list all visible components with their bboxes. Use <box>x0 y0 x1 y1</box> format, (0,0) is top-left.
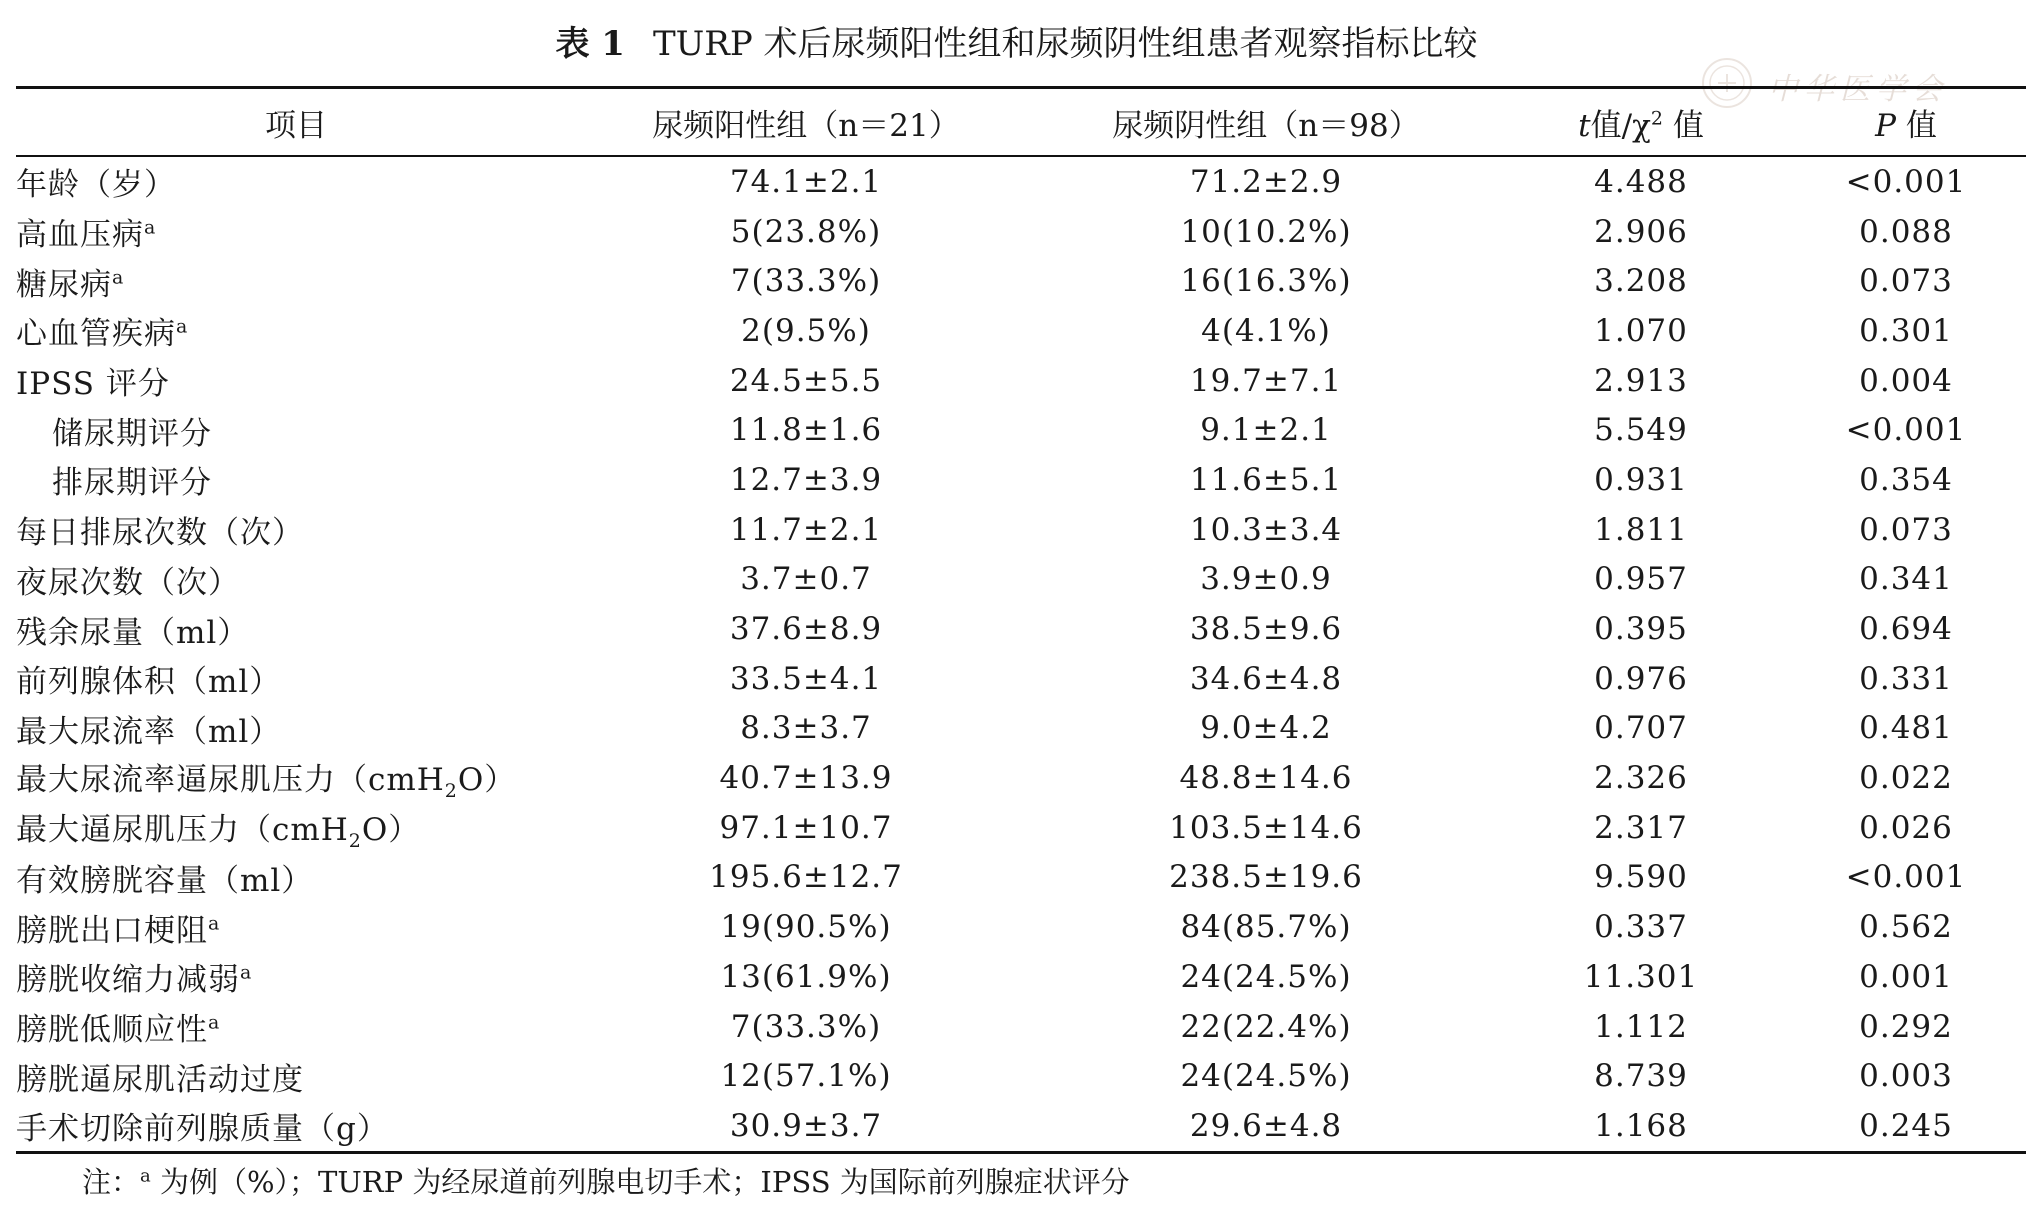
row-item-label: 膀胱收缩力减弱 <box>16 962 240 999</box>
header-statistic-t: t <box>1578 107 1591 144</box>
table-row <box>16 753 2026 803</box>
table-row <box>16 952 2026 1002</box>
row-item <box>16 1051 576 1101</box>
positive-group-value: 37.6±8.9 <box>729 611 883 648</box>
p-value: 0.331 <box>1859 660 1953 697</box>
row-item-label: 心血管疾病 <box>16 316 176 353</box>
header-negative-group: 尿频阴性组（n＝98） <box>1112 107 1420 144</box>
row-item-label: 每日排尿次数（次） <box>16 515 304 552</box>
row-item-label: 排尿期评分 <box>52 465 212 502</box>
row-item-label: IPSS 评分 <box>16 366 170 403</box>
p-value: 0.354 <box>1859 461 1953 498</box>
row-item <box>16 853 576 903</box>
p-value: <0.001 <box>1845 163 1967 200</box>
watermark-text: 中华医学会 <box>1768 72 1948 107</box>
positive-group-value: 11.7±2.1 <box>729 511 883 548</box>
row-item-label: 膀胱出口梗阻 <box>16 912 208 949</box>
negative-group-value: 10(10.2%) <box>1180 213 1352 250</box>
positive-group-value: 7(33.3%) <box>730 1008 882 1045</box>
table-row <box>16 555 2026 605</box>
row-item-subscript: 2 <box>348 829 362 852</box>
p-value: 0.073 <box>1859 263 1953 300</box>
row-item-subscript: 2 <box>444 780 458 803</box>
header-item: 项目 <box>265 107 327 144</box>
table-row <box>16 704 2026 754</box>
table-caption: TURP 术后尿频阳性组和尿频阴性组患者观察指标比较 <box>652 24 1478 64</box>
row-item-label: 夜尿次数（次） <box>16 564 240 601</box>
row-item <box>16 803 576 853</box>
positive-group-value: 13(61.9%) <box>720 958 892 995</box>
p-value: 0.694 <box>1859 611 1953 648</box>
positive-group-value: 24.5±5.5 <box>729 362 883 399</box>
statistic-value: 1.168 <box>1594 1107 1688 1144</box>
statistic-value: 8.739 <box>1594 1058 1688 1095</box>
row-item-label: 储尿期评分 <box>52 415 212 452</box>
p-value: 0.292 <box>1859 1008 1953 1045</box>
positive-group-value: 30.9±3.7 <box>729 1107 883 1144</box>
statistic-value: 11.301 <box>1583 958 1699 995</box>
negative-group-value: 4(4.1%) <box>1201 312 1331 349</box>
row-item-label: 最大逼尿肌压力（cmH <box>16 811 349 848</box>
statistic-value: 2.906 <box>1594 213 1688 250</box>
table-row <box>16 256 2026 306</box>
row-item <box>16 704 576 754</box>
positive-group-value: 2(9.5%) <box>741 312 871 349</box>
negative-group-value: 34.6±4.8 <box>1189 660 1343 697</box>
p-value: <0.001 <box>1845 859 1967 896</box>
row-item-superscript: a <box>240 962 253 985</box>
row-item-label: 最大尿流率逼尿肌压力（cmH <box>16 762 445 798</box>
row-item-superscript: a <box>144 216 157 239</box>
positive-group-value: 40.7±13.9 <box>719 760 893 797</box>
positive-group-value: 11.8±1.6 <box>729 412 883 449</box>
negative-group-value: 48.8±14.6 <box>1179 760 1353 797</box>
p-value: <0.001 <box>1845 412 1967 449</box>
negative-group-value: 3.9±0.9 <box>1200 561 1332 598</box>
row-item <box>16 555 576 605</box>
table-row <box>16 1051 2026 1101</box>
statistic-value: 1.112 <box>1594 1008 1688 1045</box>
table-row <box>16 356 2026 406</box>
footnote-sup: a <box>140 1165 151 1187</box>
header-statistic <box>1496 88 1786 157</box>
table-header-row <box>16 88 2026 157</box>
statistic-value: 0.976 <box>1594 660 1688 697</box>
statistic-value: 5.549 <box>1594 412 1688 449</box>
positive-group-value: 12.7±3.9 <box>729 461 883 498</box>
row-item <box>16 405 576 455</box>
statistic-value: 0.931 <box>1594 461 1688 498</box>
row-item-tail: O） <box>361 811 421 848</box>
header-p-letter: P <box>1875 107 1896 144</box>
row-item-tail: O） <box>457 762 517 798</box>
header-statistic-sup: 2 <box>1650 107 1663 130</box>
row-item-label: 糖尿病 <box>16 266 112 303</box>
negative-group-value: 29.6±4.8 <box>1189 1107 1343 1144</box>
negative-group-value: 9.0±4.2 <box>1200 710 1332 747</box>
row-item-superscript: a <box>112 266 125 289</box>
statistic-value: 2.317 <box>1594 809 1688 846</box>
p-value: 0.022 <box>1859 760 1953 797</box>
row-item <box>16 156 576 207</box>
row-item <box>16 753 576 803</box>
negative-group-value: 24(24.5%) <box>1180 958 1352 995</box>
row-item <box>16 1101 576 1152</box>
row-item-label: 年龄（岁） <box>16 167 176 204</box>
row-item-label: 有效膀胱容量（ml） <box>16 862 314 899</box>
statistic-value: 0.395 <box>1594 611 1688 648</box>
positive-group-value: 3.7±0.7 <box>740 561 872 598</box>
p-value: 0.026 <box>1859 809 1953 846</box>
negative-group-value: 84(85.7%) <box>1180 909 1352 946</box>
statistic-value: 9.590 <box>1594 859 1688 896</box>
table-row <box>16 505 2026 555</box>
statistic-value: 1.811 <box>1594 511 1688 548</box>
header-statistic-text: 值/χ <box>1590 107 1651 144</box>
table-row <box>16 902 2026 952</box>
row-item-label: 膀胱低顺应性 <box>16 1012 208 1049</box>
table-row <box>16 604 2026 654</box>
row-item <box>16 902 576 952</box>
negative-group-value: 9.1±2.1 <box>1200 412 1332 449</box>
row-item <box>16 207 576 257</box>
row-item-label: 膀胱逼尿肌活动过度 <box>16 1061 304 1098</box>
table-row <box>16 1101 2026 1152</box>
table-row <box>16 455 2026 505</box>
statistic-value: 0.957 <box>1594 561 1688 598</box>
row-item-superscript: a <box>208 1011 221 1034</box>
row-item-label: 最大尿流率（ml） <box>16 713 282 750</box>
positive-group-value: 195.6±12.7 <box>709 859 903 896</box>
p-value: 0.001 <box>1859 958 1953 995</box>
negative-group-value: 24(24.5%) <box>1180 1058 1352 1095</box>
header-p-value <box>1786 88 2026 157</box>
footnote-prefix: 注： <box>82 1165 141 1199</box>
row-item-superscript: a <box>176 316 189 339</box>
table-row <box>16 853 2026 903</box>
negative-group-value: 103.5±14.6 <box>1169 809 1363 846</box>
statistic-value: 0.337 <box>1594 909 1688 946</box>
table-row <box>16 207 2026 257</box>
row-item <box>16 505 576 555</box>
table-row <box>16 803 2026 853</box>
statistic-value: 1.070 <box>1594 312 1688 349</box>
negative-group-value: 22(22.4%) <box>1180 1008 1352 1045</box>
p-value: 0.481 <box>1859 710 1953 747</box>
statistic-value: 4.488 <box>1594 163 1688 200</box>
comparison-table <box>16 86 2026 1154</box>
negative-group-value: 71.2±2.9 <box>1189 163 1343 200</box>
table-row <box>16 306 2026 356</box>
row-item <box>16 604 576 654</box>
positive-group-value: 8.3±3.7 <box>740 710 872 747</box>
row-item <box>16 654 576 704</box>
positive-group-value: 12(57.1%) <box>720 1058 892 1095</box>
negative-group-value: 16(16.3%) <box>1180 263 1352 300</box>
table-row <box>16 156 2026 207</box>
p-value: 0.004 <box>1859 362 1953 399</box>
row-item-label: 手术切除前列腺质量（g） <box>16 1111 389 1148</box>
statistic-value: 2.913 <box>1594 362 1688 399</box>
table-footnote <box>82 1164 1130 1200</box>
p-value: 0.245 <box>1859 1107 1953 1144</box>
row-item-label: 前列腺体积（ml） <box>16 664 282 701</box>
table-body <box>16 156 2026 1152</box>
p-value: 0.088 <box>1859 213 1953 250</box>
positive-group-value: 7(33.3%) <box>730 263 882 300</box>
positive-group-value: 74.1±2.1 <box>729 163 883 200</box>
table-row <box>16 405 2026 455</box>
positive-group-value: 5(23.8%) <box>730 213 882 250</box>
negative-group-value: 19.7±7.1 <box>1189 362 1343 399</box>
negative-group-value: 38.5±9.6 <box>1189 611 1343 648</box>
row-item <box>16 256 576 306</box>
positive-group-value: 33.5±4.1 <box>729 660 883 697</box>
positive-group-value: 19(90.5%) <box>720 909 892 946</box>
p-value: 0.073 <box>1859 511 1953 548</box>
row-item <box>16 952 576 1002</box>
p-value: 0.003 <box>1859 1058 1953 1095</box>
negative-group-value: 11.6±5.1 <box>1189 461 1343 498</box>
row-item-label: 高血压病 <box>16 217 144 254</box>
negative-group-value: 10.3±3.4 <box>1189 511 1343 548</box>
p-value: 0.301 <box>1859 312 1953 349</box>
row-item <box>16 356 576 406</box>
table-number: 表 1 <box>555 24 625 64</box>
header-p-suffix: 值 <box>1896 107 1937 144</box>
table-row <box>16 654 2026 704</box>
row-item <box>16 306 576 356</box>
header-positive-group: 尿频阳性组（n＝21） <box>652 107 960 144</box>
row-item <box>16 455 576 505</box>
p-value: 0.562 <box>1859 909 1953 946</box>
row-item-superscript: a <box>208 912 221 935</box>
row-item <box>16 1002 576 1052</box>
footnote-text: 为例（%）；TURP 为经尿道前列腺电切手术；IPSS 为国际前列腺症状评分 <box>150 1165 1130 1199</box>
statistic-value: 0.707 <box>1594 710 1688 747</box>
negative-group-value: 238.5±19.6 <box>1169 859 1363 896</box>
row-item-label: 残余尿量（ml） <box>16 614 250 651</box>
p-value: 0.341 <box>1859 561 1953 598</box>
table-row <box>16 1002 2026 1052</box>
statistic-value: 2.326 <box>1594 760 1688 797</box>
statistic-value: 3.208 <box>1594 263 1688 300</box>
header-statistic-suffix: 值 <box>1662 107 1704 144</box>
positive-group-value: 97.1±10.7 <box>719 809 893 846</box>
